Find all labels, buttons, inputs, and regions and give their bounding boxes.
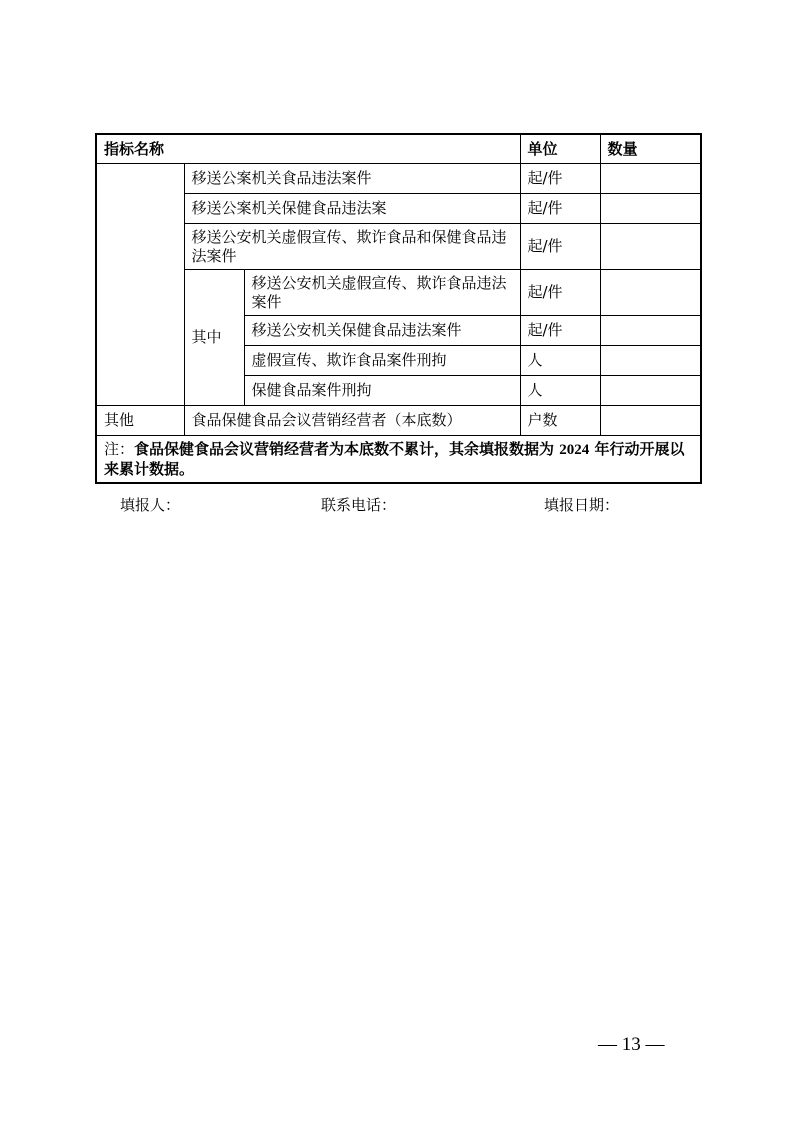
row-quantity xyxy=(600,376,701,406)
row-item: 移送公安机关保健食品违法案件 xyxy=(244,316,520,346)
row-unit: 人 xyxy=(520,346,600,376)
row-quantity xyxy=(600,164,701,194)
table-row xyxy=(96,224,701,270)
note-text-part1: 食品保健食品会议营销经营者为本底数不累计，其余填报数据为 xyxy=(134,439,560,458)
note-text-part2: 年行动开展以来累计数据。 xyxy=(104,439,685,478)
row-item: 虚假宣传、欺诈食品案件刑拘 xyxy=(244,346,520,376)
note-year: 2024 xyxy=(559,441,590,458)
row-item: 移送公安机关虚假宣传、欺诈食品违法案件 xyxy=(244,270,520,316)
row-unit: 起/件 xyxy=(520,316,600,346)
reporter-label: 填报人： xyxy=(120,496,181,514)
sub-group-label: 其中 xyxy=(184,270,244,406)
header-quantity: 数量 xyxy=(600,134,701,164)
row-unit: 户数 xyxy=(520,406,600,436)
row-quantity xyxy=(600,316,701,346)
row-unit: 起/件 xyxy=(520,164,600,194)
table-row xyxy=(96,406,701,436)
row-item: 移送公安机关虚假宣传、欺诈食品和保健食品违法案件 xyxy=(184,224,520,270)
row-item: 保健食品案件刑拘 xyxy=(244,376,520,406)
table-note-row xyxy=(96,436,701,484)
other-category: 其他 xyxy=(96,406,184,436)
table-row xyxy=(96,164,701,194)
row-unit: 起/件 xyxy=(520,194,600,224)
row-quantity xyxy=(600,194,701,224)
row-item: 移送公案机关保健食品违法案 xyxy=(184,194,520,224)
row-unit: 起/件 xyxy=(520,224,600,270)
header-unit: 单位 xyxy=(520,134,600,164)
date-label: 填报日期： xyxy=(544,496,620,514)
blank-category-cell xyxy=(96,164,184,406)
row-quantity xyxy=(600,224,701,270)
row-unit: 起/件 xyxy=(520,270,600,316)
table-row xyxy=(96,194,701,224)
row-item: 食品保健食品会议营销经营者（本底数） xyxy=(184,406,520,436)
table-row xyxy=(96,270,701,316)
row-unit: 人 xyxy=(520,376,600,406)
statistics-table xyxy=(95,133,702,484)
row-quantity xyxy=(600,270,701,316)
header-indicator-name: 指标名称 xyxy=(96,134,520,164)
phone-label: 联系电话： xyxy=(321,496,397,514)
page-number: — 13 — xyxy=(598,1034,665,1055)
table-note xyxy=(96,436,701,484)
table-header-row xyxy=(96,134,701,164)
row-quantity xyxy=(600,406,701,436)
row-item: 移送公案机关食品违法案件 xyxy=(184,164,520,194)
form-footer xyxy=(0,494,793,514)
row-quantity xyxy=(600,346,701,376)
note-prefix: 注： xyxy=(104,439,135,458)
